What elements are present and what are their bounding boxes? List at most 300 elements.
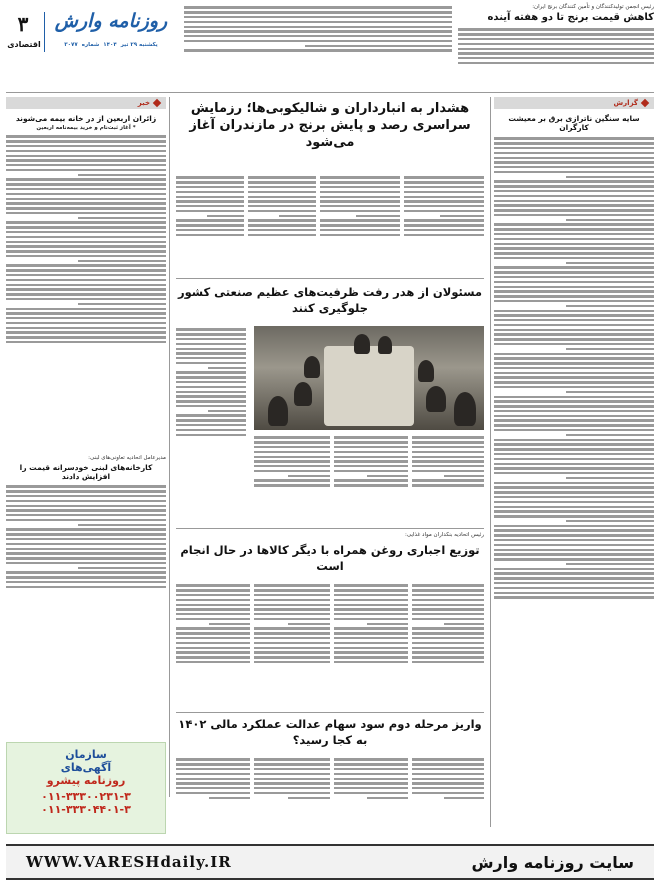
- text-line: [404, 205, 484, 207]
- text-line: [254, 584, 330, 586]
- text-line: [209, 797, 250, 799]
- text-line: [320, 234, 400, 236]
- person: [294, 382, 312, 406]
- text-line: [494, 209, 654, 211]
- text-line: [404, 181, 484, 183]
- text-line: [254, 470, 330, 472]
- text-line: [494, 223, 654, 225]
- text-line: [334, 451, 408, 453]
- text-line: [494, 386, 654, 388]
- text-line: [254, 782, 330, 784]
- text-line: [412, 584, 484, 586]
- text-line: [404, 196, 484, 198]
- text-line: [494, 343, 654, 345]
- text-line: [494, 453, 654, 455]
- text-line: [176, 642, 250, 644]
- shares-body-2: [334, 756, 408, 826]
- text-line: [320, 176, 400, 178]
- shares-body-4: [176, 756, 250, 826]
- date-bar: [48, 42, 174, 52]
- text-line: [6, 150, 166, 152]
- text-line: [254, 460, 330, 462]
- text-line: [6, 519, 166, 521]
- text-line: [494, 266, 654, 268]
- text-line: [494, 204, 654, 206]
- oil-body-3: [254, 582, 330, 706]
- text-line: [6, 245, 166, 247]
- text-line: [404, 176, 484, 178]
- text-line: [176, 613, 250, 615]
- text-line: [404, 219, 484, 221]
- text-line: [412, 782, 484, 784]
- footer-url[interactable]: WWW.VARESHdaily.IR: [26, 853, 232, 871]
- text-line: [412, 778, 484, 780]
- text-line: [566, 477, 654, 479]
- text-line: [334, 773, 408, 775]
- text-line: [176, 391, 246, 393]
- ad-phone-1: ۰۱۱-۳۳۳۰۰۲۳۱-۳: [41, 790, 131, 803]
- section-report: [494, 97, 654, 109]
- text-line: [176, 414, 246, 416]
- text-line: [6, 241, 166, 243]
- shares-body-1: [412, 756, 484, 826]
- text-line: [566, 563, 654, 565]
- text-line: [176, 328, 246, 330]
- text-line: [176, 589, 250, 591]
- text-line: [494, 362, 654, 364]
- text-line: [254, 594, 330, 596]
- text-line: [444, 797, 484, 799]
- text-line: [288, 623, 330, 625]
- text-line: [494, 510, 654, 512]
- text-line: [334, 441, 408, 443]
- text-line: [176, 792, 250, 794]
- text-line: [494, 439, 654, 441]
- text-line: [334, 768, 408, 770]
- ad-box: [6, 742, 166, 834]
- text-line: [494, 381, 654, 383]
- text-line: [334, 642, 408, 644]
- text-line: [184, 21, 452, 23]
- text-line: [6, 538, 166, 540]
- text-line: [334, 584, 408, 586]
- text-line: [334, 637, 408, 639]
- text-line: [334, 460, 408, 462]
- report-body: [494, 135, 654, 835]
- text-line: [494, 238, 654, 240]
- text-line: [254, 479, 330, 481]
- insurance-title: زائران اربعین از در خانه بیمه می‌شوند: [15, 114, 157, 123]
- text-line: [367, 623, 408, 625]
- text-line: [254, 792, 330, 794]
- text-line: [566, 262, 654, 264]
- masthead: [6, 6, 176, 64]
- text-line: [334, 618, 408, 620]
- page-number: ۳: [17, 12, 29, 36]
- text-line: [208, 367, 247, 369]
- text-line: [334, 763, 408, 765]
- text-line: [184, 16, 452, 18]
- text-line: [334, 608, 408, 610]
- text-line: [494, 501, 654, 503]
- text-line: [494, 491, 654, 493]
- text-line: [412, 647, 484, 649]
- text-line: [412, 627, 484, 629]
- text-line: [176, 604, 250, 606]
- text-line: [334, 613, 408, 615]
- text-line: [412, 460, 484, 462]
- text-line: [248, 234, 316, 236]
- text-line: [334, 465, 408, 467]
- text-line: [248, 200, 316, 202]
- text-line: [248, 210, 316, 212]
- text-line: [334, 436, 408, 438]
- text-line: [412, 618, 484, 620]
- text-line: [78, 174, 166, 176]
- text-line: [367, 475, 408, 477]
- text-line: [458, 33, 654, 35]
- text-line: [494, 419, 654, 421]
- text-line: [494, 300, 654, 302]
- text-line: [248, 205, 316, 207]
- text-line: [6, 164, 166, 166]
- text-line: [254, 599, 330, 601]
- text-line: [320, 200, 400, 202]
- text-line: [6, 298, 166, 300]
- text-line: [412, 470, 484, 472]
- text-line: [320, 205, 400, 207]
- text-line: [248, 191, 316, 193]
- text-line: [176, 599, 250, 601]
- central-title: هشدار به انبارداران و شالیکوبی‌ها؛ رزمایش سراسری رصد و پایش برنج در مازندران آغاز می‌شود: [189, 101, 471, 150]
- section-report-label: گزارش: [613, 99, 638, 107]
- text-line: [209, 623, 250, 625]
- text-line: [334, 484, 408, 486]
- text-line: [6, 586, 166, 588]
- person: [354, 334, 370, 354]
- text-line: [494, 329, 654, 331]
- text-line: [334, 782, 408, 784]
- text-line: [176, 229, 244, 231]
- text-line: [6, 327, 166, 329]
- text-line: [254, 627, 330, 629]
- insurance-subtitle: * آغاز ثبت‌نام و خرید بیمه‌نامه اربعین: [36, 125, 136, 131]
- text-line: [334, 787, 408, 789]
- text-line: [494, 243, 654, 245]
- text-line: [494, 482, 654, 484]
- text-line: [176, 787, 250, 789]
- text-line: [254, 604, 330, 606]
- text-line: [176, 594, 250, 596]
- text-line: [494, 137, 654, 139]
- text-line: [184, 49, 452, 51]
- text-line: [494, 142, 654, 144]
- text-line: [6, 500, 166, 502]
- text-line: [279, 215, 316, 217]
- text-line: [494, 515, 654, 517]
- text-line: [440, 215, 484, 217]
- text-line: [458, 38, 654, 40]
- text-line: [494, 472, 654, 474]
- text-line: [412, 608, 484, 610]
- text-line: [412, 604, 484, 606]
- text-line: [494, 458, 654, 460]
- ad-title-2: آگهی‌های: [60, 761, 112, 774]
- text-line: [494, 147, 654, 149]
- text-line: [6, 557, 166, 559]
- text-line: [334, 479, 408, 481]
- report-divider: [490, 97, 491, 827]
- text-line: [566, 391, 654, 393]
- text-line: [176, 758, 250, 760]
- text-line: [6, 231, 166, 233]
- text-line: [248, 186, 316, 188]
- text-line: [78, 524, 166, 526]
- top-story-title: کاهش قیمت برنج تا دو هفته آینده: [487, 12, 654, 23]
- oil-title: توزیع اجباری روغن همراه با دیگر کالاها در حال انجام است: [180, 543, 480, 573]
- text-line: [458, 57, 654, 59]
- text-line: [254, 787, 330, 789]
- text-line: [404, 234, 484, 236]
- text-line: [176, 419, 246, 421]
- text-line: [254, 763, 330, 765]
- text-line: [208, 410, 247, 412]
- text-line: [176, 424, 246, 426]
- text-line: [6, 135, 166, 137]
- text-line: [6, 581, 166, 583]
- text-line: [494, 166, 654, 168]
- text-line: [6, 312, 166, 314]
- text-line: [6, 183, 166, 185]
- text-line: [494, 396, 654, 398]
- text-line: [6, 202, 166, 204]
- text-line: [254, 637, 330, 639]
- text-line: [6, 236, 166, 238]
- text-line: [334, 589, 408, 591]
- text-line: [176, 371, 246, 373]
- text-line: [6, 145, 166, 147]
- text-line: [6, 490, 166, 492]
- section-marker: [153, 99, 161, 107]
- text-line: [176, 219, 244, 221]
- text-line: [494, 496, 654, 498]
- text-line: [494, 424, 654, 426]
- text-line: [254, 773, 330, 775]
- text-line: [320, 181, 400, 183]
- text-line: [494, 228, 654, 230]
- text-line: [176, 647, 250, 649]
- text-line: [412, 479, 484, 481]
- text-line: [305, 45, 452, 47]
- text-line: [494, 405, 654, 407]
- text-line: [6, 543, 166, 545]
- text-line: [176, 429, 246, 431]
- text-line: [566, 219, 654, 221]
- text-line: [248, 176, 316, 178]
- text-line: [6, 576, 166, 578]
- text-line: [412, 446, 484, 448]
- text-line: [404, 191, 484, 193]
- text-line: [412, 599, 484, 601]
- report-title: سایه سنگین ناترازی برق بر معیشت کارگران: [508, 114, 640, 132]
- oil-body-4: [176, 582, 250, 706]
- traders-kicker: مدیرعامل اتحادیه تعاونی‌های لبنی:: [88, 455, 166, 461]
- text-line: [176, 400, 246, 402]
- text-line: [412, 787, 484, 789]
- text-line: [494, 333, 654, 335]
- issue-number: ۳۰۷۷: [64, 42, 78, 48]
- text-line: [412, 465, 484, 467]
- text-line: [494, 506, 654, 508]
- text-line: [566, 520, 654, 522]
- text-line: [78, 567, 166, 569]
- officials-body-2: [334, 434, 408, 518]
- text-line: [6, 250, 166, 252]
- text-line: [6, 514, 166, 516]
- text-line: [320, 210, 400, 212]
- text-line: [6, 255, 166, 257]
- text-line: [254, 613, 330, 615]
- text-line: [184, 40, 452, 42]
- text-line: [176, 224, 244, 226]
- top-story-kicker: رئیس انجمن تولیدکنندگان و تأمین کنندگان برنج ایران:: [532, 4, 654, 10]
- text-line: [254, 436, 330, 438]
- person: [304, 356, 320, 378]
- insurance-body: [6, 133, 166, 451]
- central-rule: [176, 278, 484, 279]
- text-line: [6, 331, 166, 333]
- text-line: [334, 647, 408, 649]
- text-line: [176, 191, 244, 193]
- text-line: [494, 549, 654, 551]
- text-line: [494, 252, 654, 254]
- shares-title: واریز مرحله دوم سود سهام عدالت عملکرد مالی ۱۴۰۲ به کجا رسید؟: [178, 717, 482, 747]
- text-line: [494, 171, 654, 173]
- text-line: [6, 528, 166, 530]
- text-line: [412, 613, 484, 615]
- text-line: [176, 434, 246, 436]
- traders-title: کارخانه‌های لبنی خودسرانه قیمت را افزایش دادند: [19, 463, 153, 481]
- text-line: [412, 758, 484, 760]
- text-line: [6, 178, 166, 180]
- text-line: [412, 589, 484, 591]
- text-line: [6, 308, 166, 310]
- central-body-3: [248, 174, 316, 272]
- text-line: [6, 226, 166, 228]
- text-line: [184, 6, 452, 8]
- officials-body-1: [412, 434, 484, 518]
- text-line: [6, 269, 166, 271]
- text-line: [494, 257, 654, 259]
- text-line: [494, 233, 654, 235]
- text-line: [254, 618, 330, 620]
- text-line: [176, 627, 250, 629]
- text-line: [320, 219, 400, 221]
- text-line: [494, 568, 654, 570]
- text-line: [494, 592, 654, 594]
- text-line: [254, 661, 330, 663]
- text-line: [176, 656, 250, 658]
- text-line: [494, 400, 654, 402]
- text-line: [494, 276, 654, 278]
- text-line: [367, 797, 408, 799]
- text-line: [320, 224, 400, 226]
- text-line: [176, 348, 246, 350]
- text-line: [334, 627, 408, 629]
- text-line: [494, 372, 654, 374]
- text-line: [176, 357, 246, 359]
- text-line: [566, 176, 654, 178]
- text-line: [176, 637, 250, 639]
- text-line: [184, 26, 452, 28]
- text-line: [494, 486, 654, 488]
- header-rule: [6, 92, 654, 93]
- text-line: [254, 647, 330, 649]
- text-line: [334, 456, 408, 458]
- text-line: [334, 661, 408, 663]
- masthead-divider: [44, 12, 45, 52]
- text-line: [494, 463, 654, 465]
- text-line: [356, 215, 400, 217]
- text-line: [6, 571, 166, 573]
- text-line: [6, 562, 166, 564]
- text-line: [412, 484, 484, 486]
- text-line: [494, 161, 654, 163]
- text-line: [412, 792, 484, 794]
- text-line: [207, 215, 244, 217]
- officials-title: مسئولان از هدر رفت ظرفیت‌های عظیم صنعتی کشور جلوگیری کنند: [177, 285, 483, 315]
- text-line: [184, 35, 452, 37]
- top-middle-text: [184, 4, 452, 82]
- issue-label: شماره: [81, 42, 100, 48]
- text-line: [320, 186, 400, 188]
- text-line: [412, 451, 484, 453]
- ad-phone-2: ۰۱۱-۳۳۳۰۴۴۰۱-۳: [41, 803, 131, 816]
- text-line: [494, 577, 654, 579]
- text-line: [254, 589, 330, 591]
- traders-body: [6, 483, 166, 645]
- news-divider: [169, 97, 170, 797]
- central-body-2: [320, 174, 400, 272]
- text-line: [248, 181, 316, 183]
- text-line: [6, 322, 166, 324]
- text-line: [494, 324, 654, 326]
- text-line: [494, 587, 654, 589]
- text-line: [176, 234, 244, 236]
- oil-body-2: [334, 582, 408, 706]
- date-line: یکشنبه ۲۹ تیر: [120, 42, 158, 48]
- text-line: [254, 758, 330, 760]
- text-line: [494, 314, 654, 316]
- text-line: [494, 195, 654, 197]
- text-line: [458, 48, 654, 50]
- text-line: [494, 295, 654, 297]
- text-line: [412, 632, 484, 634]
- text-line: [494, 553, 654, 555]
- text-line: [254, 484, 330, 486]
- text-line: [412, 768, 484, 770]
- text-line: [176, 186, 244, 188]
- text-line: [6, 341, 166, 343]
- text-line: [184, 11, 452, 13]
- oil-kicker: رئیس اتحادیه بنکداران مواد غذایی:: [405, 532, 484, 538]
- text-line: [334, 604, 408, 606]
- text-line: [6, 193, 166, 195]
- text-line: [412, 642, 484, 644]
- text-line: [176, 181, 244, 183]
- person: [454, 392, 476, 426]
- text-line: [176, 205, 244, 207]
